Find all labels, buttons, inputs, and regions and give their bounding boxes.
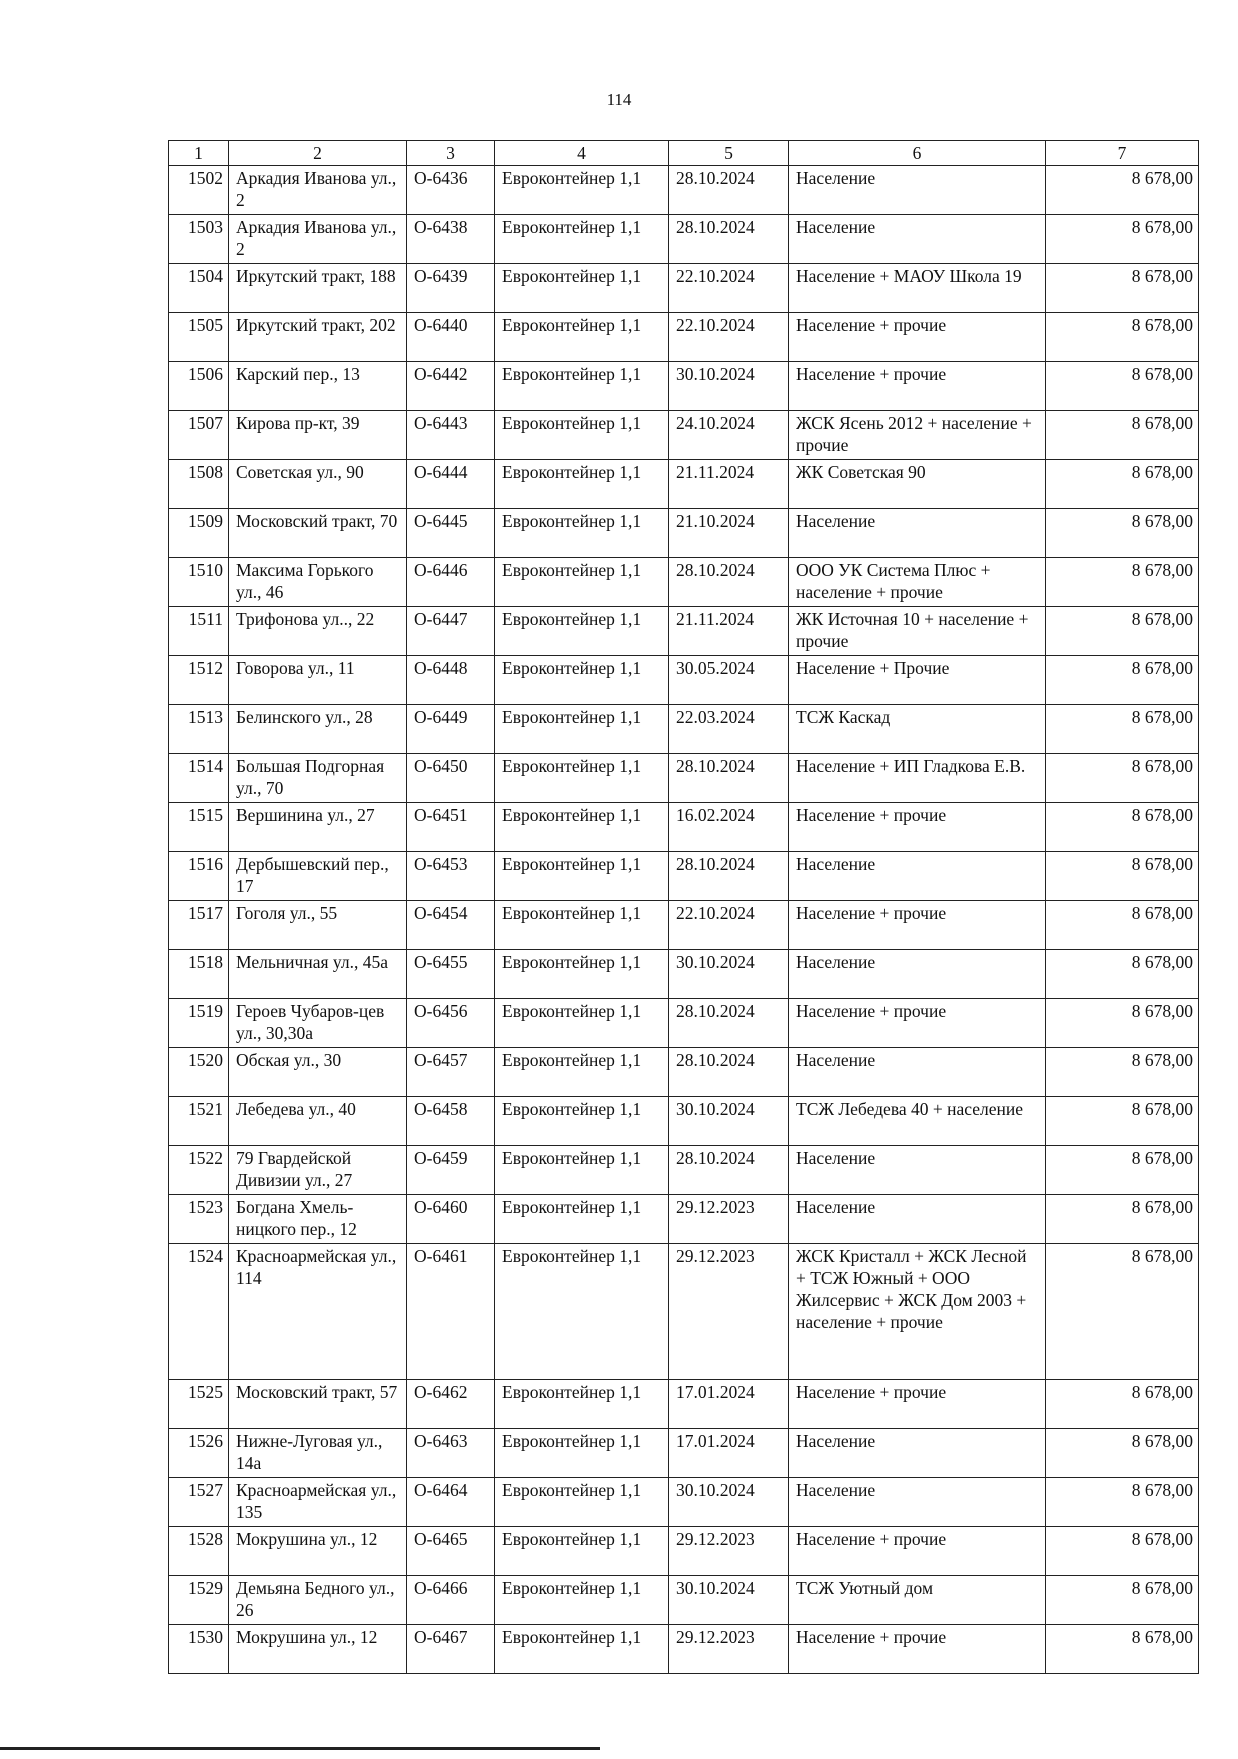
- amount-cell: 8 678,00: [1046, 166, 1199, 215]
- date-cell: 24.10.2024: [669, 411, 789, 460]
- row-number: 1524: [169, 1244, 229, 1380]
- amount-cell: 8 678,00: [1046, 1097, 1199, 1146]
- date-cell: 22.10.2024: [669, 901, 789, 950]
- site-code-cell: О-6463: [407, 1429, 495, 1478]
- payer-cell: Население: [789, 1048, 1046, 1097]
- column-header-6: 6: [789, 141, 1046, 166]
- table-row: [169, 1576, 1199, 1625]
- payer-cell: Население: [789, 166, 1046, 215]
- container-type-cell: Евроконтейнер 1,1: [495, 1625, 669, 1674]
- amount-cell: 8 678,00: [1046, 264, 1199, 313]
- table-row: [169, 901, 1199, 950]
- site-code-cell: О-6448: [407, 656, 495, 705]
- site-code-cell: О-6446: [407, 558, 495, 607]
- site-code-cell: О-6442: [407, 362, 495, 411]
- row-number: 1506: [169, 362, 229, 411]
- table-row: [169, 1527, 1199, 1576]
- payer-cell: ТСЖ Уютный дом: [789, 1576, 1046, 1625]
- payer-cell: ЖСК Ясень 2012 + население + прочие: [789, 411, 1046, 460]
- row-number: 1504: [169, 264, 229, 313]
- site-code-cell: О-6440: [407, 313, 495, 362]
- site-code-cell: О-6443: [407, 411, 495, 460]
- date-cell: 28.10.2024: [669, 558, 789, 607]
- date-cell: 30.10.2024: [669, 1478, 789, 1527]
- row-number: 1515: [169, 803, 229, 852]
- container-type-cell: Евроконтейнер 1,1: [495, 460, 669, 509]
- payer-cell: ЖК Советская 90: [789, 460, 1046, 509]
- row-number: 1514: [169, 754, 229, 803]
- container-type-cell: Евроконтейнер 1,1: [495, 1380, 669, 1429]
- container-type-cell: Евроконтейнер 1,1: [495, 705, 669, 754]
- date-cell: 28.10.2024: [669, 852, 789, 901]
- address-cell: Нижне-Луговая ул., 14а: [229, 1429, 407, 1478]
- payer-cell: Население: [789, 1429, 1046, 1478]
- address-cell: Говорова ул., 11: [229, 656, 407, 705]
- site-code-cell: О-6459: [407, 1146, 495, 1195]
- address-cell: Иркутский тракт, 188: [229, 264, 407, 313]
- date-cell: 28.10.2024: [669, 215, 789, 264]
- payer-cell: Население + прочие: [789, 803, 1046, 852]
- container-type-cell: Евроконтейнер 1,1: [495, 999, 669, 1048]
- amount-cell: 8 678,00: [1046, 901, 1199, 950]
- address-cell: Московский тракт, 57: [229, 1380, 407, 1429]
- date-cell: 28.10.2024: [669, 754, 789, 803]
- amount-cell: 8 678,00: [1046, 1244, 1199, 1380]
- amount-cell: 8 678,00: [1046, 1380, 1199, 1429]
- site-code-cell: О-6458: [407, 1097, 495, 1146]
- address-cell: Иркутский тракт, 202: [229, 313, 407, 362]
- row-number: 1520: [169, 1048, 229, 1097]
- address-cell: Мельничная ул., 45а: [229, 950, 407, 999]
- row-number: 1508: [169, 460, 229, 509]
- column-header-5: 5: [669, 141, 789, 166]
- table-header: [169, 141, 1199, 166]
- address-cell: Мокрушина ул., 12: [229, 1527, 407, 1576]
- table-row: [169, 362, 1199, 411]
- payer-cell: Население: [789, 215, 1046, 264]
- date-cell: 21.10.2024: [669, 509, 789, 558]
- date-cell: 29.12.2023: [669, 1195, 789, 1244]
- site-code-cell: О-6450: [407, 754, 495, 803]
- address-cell: Красноармейская ул., 135: [229, 1478, 407, 1527]
- payer-cell: Население: [789, 950, 1046, 999]
- payer-cell: Население + МАОУ Школа 19: [789, 264, 1046, 313]
- site-code-cell: О-6465: [407, 1527, 495, 1576]
- amount-cell: 8 678,00: [1046, 215, 1199, 264]
- row-number: 1530: [169, 1625, 229, 1674]
- date-cell: 29.12.2023: [669, 1527, 789, 1576]
- amount-cell: 8 678,00: [1046, 1146, 1199, 1195]
- payer-cell: Население + прочие: [789, 1625, 1046, 1674]
- amount-cell: 8 678,00: [1046, 460, 1199, 509]
- row-number: 1510: [169, 558, 229, 607]
- container-type-cell: Евроконтейнер 1,1: [495, 1097, 669, 1146]
- table-row: [169, 1380, 1199, 1429]
- row-number: 1528: [169, 1527, 229, 1576]
- date-cell: 16.02.2024: [669, 803, 789, 852]
- site-code-cell: О-6436: [407, 166, 495, 215]
- row-number: 1527: [169, 1478, 229, 1527]
- column-header-1: 1: [169, 141, 229, 166]
- table-row: [169, 1244, 1199, 1380]
- payer-cell: Население + прочие: [789, 362, 1046, 411]
- site-code-cell: О-6445: [407, 509, 495, 558]
- row-number: 1513: [169, 705, 229, 754]
- row-number: 1509: [169, 509, 229, 558]
- address-cell: Московский тракт, 70: [229, 509, 407, 558]
- row-number: 1502: [169, 166, 229, 215]
- date-cell: 28.10.2024: [669, 1146, 789, 1195]
- payer-cell: Население + прочие: [789, 1380, 1046, 1429]
- table-row: [169, 1097, 1199, 1146]
- container-type-cell: Евроконтейнер 1,1: [495, 558, 669, 607]
- container-type-cell: Евроконтейнер 1,1: [495, 803, 669, 852]
- row-number: 1503: [169, 215, 229, 264]
- table-row: [169, 656, 1199, 705]
- container-registry-table: [168, 140, 1199, 1674]
- site-code-cell: О-6466: [407, 1576, 495, 1625]
- amount-cell: 8 678,00: [1046, 411, 1199, 460]
- table-row: [169, 264, 1199, 313]
- site-code-cell: О-6461: [407, 1244, 495, 1380]
- address-cell: Советская ул., 90: [229, 460, 407, 509]
- table-row: [169, 460, 1199, 509]
- container-type-cell: Евроконтейнер 1,1: [495, 607, 669, 656]
- container-type-cell: Евроконтейнер 1,1: [495, 313, 669, 362]
- amount-cell: 8 678,00: [1046, 999, 1199, 1048]
- table-row: [169, 411, 1199, 460]
- container-type-cell: Евроконтейнер 1,1: [495, 1576, 669, 1625]
- address-cell: Гоголя ул., 55: [229, 901, 407, 950]
- container-type-cell: Евроконтейнер 1,1: [495, 362, 669, 411]
- site-code-cell: О-6457: [407, 1048, 495, 1097]
- column-header-3: 3: [407, 141, 495, 166]
- container-type-cell: Евроконтейнер 1,1: [495, 1478, 669, 1527]
- date-cell: 30.10.2024: [669, 1576, 789, 1625]
- table-row: [169, 509, 1199, 558]
- table-row: [169, 705, 1199, 754]
- address-cell: Богдана Хмель-ницкого пер., 12: [229, 1195, 407, 1244]
- date-cell: 29.12.2023: [669, 1244, 789, 1380]
- payer-cell: Население: [789, 852, 1046, 901]
- amount-cell: 8 678,00: [1046, 803, 1199, 852]
- payer-cell: Население + Прочие: [789, 656, 1046, 705]
- address-cell: Белинского ул., 28: [229, 705, 407, 754]
- payer-cell: ЖСК Кристалл + ЖСК Лесной + ТСЖ Южный + ООО Жилсервис + ЖСК Дом 2003 + население + прочие: [789, 1244, 1046, 1380]
- row-number: 1526: [169, 1429, 229, 1478]
- container-type-cell: Евроконтейнер 1,1: [495, 852, 669, 901]
- date-cell: 30.05.2024: [669, 656, 789, 705]
- container-type-cell: Евроконтейнер 1,1: [495, 656, 669, 705]
- date-cell: 22.10.2024: [669, 313, 789, 362]
- row-number: 1505: [169, 313, 229, 362]
- row-number: 1519: [169, 999, 229, 1048]
- address-cell: 79 Гвардейской Дивизии ул., 27: [229, 1146, 407, 1195]
- row-number: 1512: [169, 656, 229, 705]
- site-code-cell: О-6455: [407, 950, 495, 999]
- row-number: 1522: [169, 1146, 229, 1195]
- container-type-cell: Евроконтейнер 1,1: [495, 950, 669, 999]
- row-number: 1518: [169, 950, 229, 999]
- table-row: [169, 1429, 1199, 1478]
- site-code-cell: О-6439: [407, 264, 495, 313]
- date-cell: 22.10.2024: [669, 264, 789, 313]
- address-cell: Красноармейская ул., 114: [229, 1244, 407, 1380]
- address-cell: Большая Подгорная ул., 70: [229, 754, 407, 803]
- page-number: 114: [606, 90, 632, 109]
- date-cell: 30.10.2024: [669, 1097, 789, 1146]
- site-code-cell: О-6462: [407, 1380, 495, 1429]
- amount-cell: 8 678,00: [1046, 1195, 1199, 1244]
- payer-cell: Население + прочие: [789, 999, 1046, 1048]
- amount-cell: 8 678,00: [1046, 1576, 1199, 1625]
- amount-cell: 8 678,00: [1046, 607, 1199, 656]
- site-code-cell: О-6467: [407, 1625, 495, 1674]
- payer-cell: Население + прочие: [789, 313, 1046, 362]
- address-cell: Обская ул., 30: [229, 1048, 407, 1097]
- column-header-2: 2: [229, 141, 407, 166]
- table-row: [169, 1146, 1199, 1195]
- container-type-cell: Евроконтейнер 1,1: [495, 1244, 669, 1380]
- address-cell: Карский пер., 13: [229, 362, 407, 411]
- container-type-cell: Евроконтейнер 1,1: [495, 1429, 669, 1478]
- table-row: [169, 950, 1199, 999]
- site-code-cell: О-6464: [407, 1478, 495, 1527]
- row-number: 1529: [169, 1576, 229, 1625]
- address-cell: Аркадия Иванова ул., 2: [229, 166, 407, 215]
- amount-cell: 8 678,00: [1046, 705, 1199, 754]
- column-header-7: 7: [1046, 141, 1199, 166]
- bottom-rule: [0, 1747, 600, 1750]
- site-code-cell: О-6447: [407, 607, 495, 656]
- container-type-cell: Евроконтейнер 1,1: [495, 1146, 669, 1195]
- date-cell: 17.01.2024: [669, 1380, 789, 1429]
- row-number: 1523: [169, 1195, 229, 1244]
- container-type-cell: Евроконтейнер 1,1: [495, 411, 669, 460]
- table-row: [169, 607, 1199, 656]
- amount-cell: 8 678,00: [1046, 1478, 1199, 1527]
- date-cell: 17.01.2024: [669, 1429, 789, 1478]
- container-type-cell: Евроконтейнер 1,1: [495, 1195, 669, 1244]
- container-type-cell: Евроконтейнер 1,1: [495, 215, 669, 264]
- table-row: [169, 313, 1199, 362]
- row-number: 1507: [169, 411, 229, 460]
- date-cell: 30.10.2024: [669, 362, 789, 411]
- date-cell: 22.03.2024: [669, 705, 789, 754]
- table-row: [169, 852, 1199, 901]
- address-cell: Героев Чубаров-цев ул., 30,30а: [229, 999, 407, 1048]
- container-type-cell: Евроконтейнер 1,1: [495, 901, 669, 950]
- table-row: [169, 1625, 1199, 1674]
- amount-cell: 8 678,00: [1046, 313, 1199, 362]
- row-number: 1516: [169, 852, 229, 901]
- row-number: 1511: [169, 607, 229, 656]
- column-header-4: 4: [495, 141, 669, 166]
- table-row: [169, 558, 1199, 607]
- table-body: [169, 166, 1199, 1674]
- address-cell: Дербышевский пер., 17: [229, 852, 407, 901]
- table-row: [169, 803, 1199, 852]
- payer-cell: ЖК Источная 10 + население + прочие: [789, 607, 1046, 656]
- table-row: [169, 999, 1199, 1048]
- container-type-cell: Евроконтейнер 1,1: [495, 1048, 669, 1097]
- site-code-cell: О-6438: [407, 215, 495, 264]
- amount-cell: 8 678,00: [1046, 950, 1199, 999]
- address-cell: Максима Горького ул., 46: [229, 558, 407, 607]
- header-row: [169, 141, 1199, 166]
- row-number: 1521: [169, 1097, 229, 1146]
- site-code-cell: О-6456: [407, 999, 495, 1048]
- site-code-cell: О-6453: [407, 852, 495, 901]
- address-cell: Демьяна Бедного ул., 26: [229, 1576, 407, 1625]
- address-cell: Трифонова ул.., 22: [229, 607, 407, 656]
- date-cell: 21.11.2024: [669, 607, 789, 656]
- date-cell: 28.10.2024: [669, 166, 789, 215]
- date-cell: 28.10.2024: [669, 1048, 789, 1097]
- table-row: [169, 166, 1199, 215]
- payer-cell: Население + прочие: [789, 1527, 1046, 1576]
- amount-cell: 8 678,00: [1046, 509, 1199, 558]
- amount-cell: 8 678,00: [1046, 852, 1199, 901]
- payer-cell: ООО УК Система Плюс + население + прочие: [789, 558, 1046, 607]
- address-cell: Вершинина ул., 27: [229, 803, 407, 852]
- site-code-cell: О-6449: [407, 705, 495, 754]
- container-type-cell: Евроконтейнер 1,1: [495, 166, 669, 215]
- address-cell: Лебедева ул., 40: [229, 1097, 407, 1146]
- address-cell: Аркадия Иванова ул., 2: [229, 215, 407, 264]
- payer-cell: ТСЖ Каскад: [789, 705, 1046, 754]
- payer-cell: Население: [789, 1146, 1046, 1195]
- amount-cell: 8 678,00: [1046, 754, 1199, 803]
- amount-cell: 8 678,00: [1046, 1527, 1199, 1576]
- row-number: 1517: [169, 901, 229, 950]
- date-cell: 28.10.2024: [669, 999, 789, 1048]
- site-code-cell: О-6460: [407, 1195, 495, 1244]
- payer-cell: ТСЖ Лебедева 40 + население: [789, 1097, 1046, 1146]
- date-cell: 29.12.2023: [669, 1625, 789, 1674]
- container-type-cell: Евроконтейнер 1,1: [495, 509, 669, 558]
- container-type-cell: Евроконтейнер 1,1: [495, 754, 669, 803]
- table-row: [169, 754, 1199, 803]
- date-cell: 21.11.2024: [669, 460, 789, 509]
- table-row: [169, 1048, 1199, 1097]
- container-type-cell: Евроконтейнер 1,1: [495, 264, 669, 313]
- amount-cell: 8 678,00: [1046, 1625, 1199, 1674]
- table-row: [169, 1195, 1199, 1244]
- payer-cell: Население: [789, 1478, 1046, 1527]
- address-cell: Кирова пр-кт, 39: [229, 411, 407, 460]
- site-code-cell: О-6451: [407, 803, 495, 852]
- amount-cell: 8 678,00: [1046, 362, 1199, 411]
- site-code-cell: О-6444: [407, 460, 495, 509]
- container-type-cell: Евроконтейнер 1,1: [495, 1527, 669, 1576]
- date-cell: 30.10.2024: [669, 950, 789, 999]
- site-code-cell: О-6454: [407, 901, 495, 950]
- payer-cell: Население: [789, 509, 1046, 558]
- payer-cell: Население: [789, 1195, 1046, 1244]
- address-cell: Мокрушина ул., 12: [229, 1625, 407, 1674]
- payer-cell: Население + прочие: [789, 901, 1046, 950]
- amount-cell: 8 678,00: [1046, 1429, 1199, 1478]
- table-row: [169, 215, 1199, 264]
- amount-cell: 8 678,00: [1046, 656, 1199, 705]
- table-row: [169, 1478, 1199, 1527]
- payer-cell: Население + ИП Гладкова Е.В.: [789, 754, 1046, 803]
- amount-cell: 8 678,00: [1046, 1048, 1199, 1097]
- amount-cell: 8 678,00: [1046, 558, 1199, 607]
- row-number: 1525: [169, 1380, 229, 1429]
